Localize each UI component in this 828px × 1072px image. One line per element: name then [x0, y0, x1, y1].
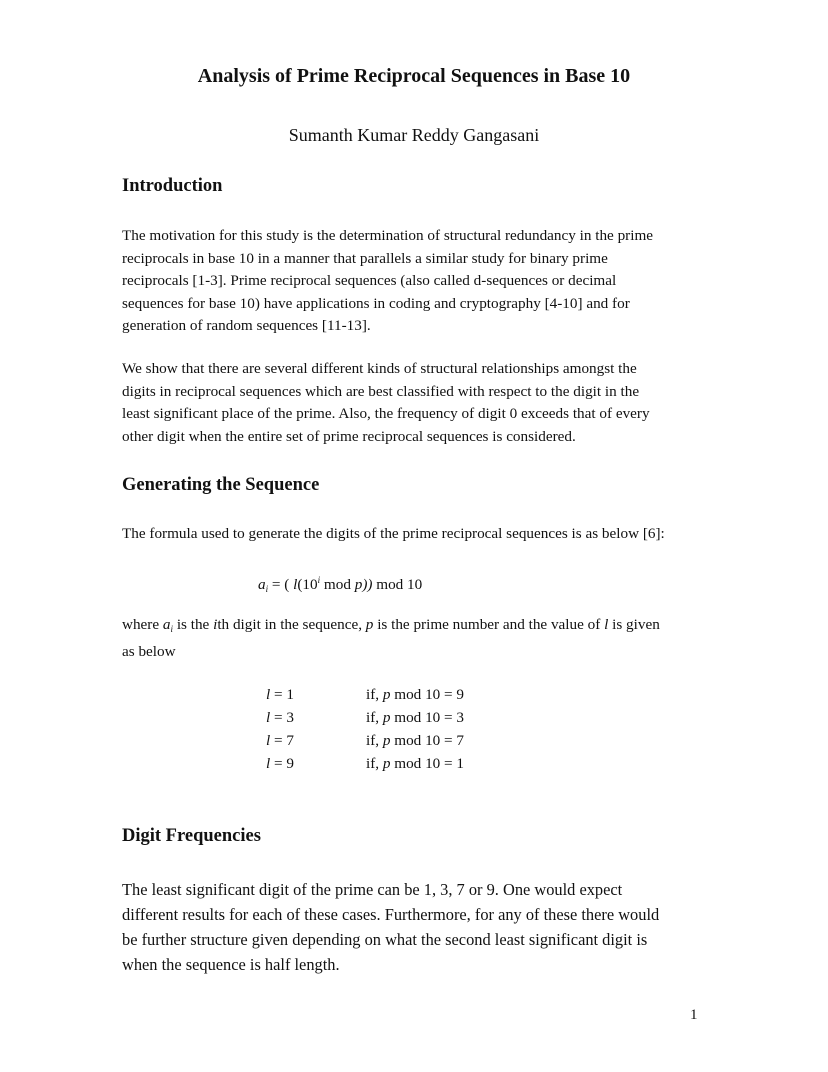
case-condition [366, 729, 464, 752]
case-l-value [266, 683, 294, 706]
var-p: p [382, 709, 391, 726]
introduction-paragraph-1 [122, 225, 712, 338]
condition-text: mod 10 = 1 [390, 755, 465, 772]
condition-text: mod 10 = 3 [390, 709, 465, 726]
text-span: th digit in the sequence, [217, 616, 366, 633]
page-number: 1 [690, 1007, 698, 1023]
case-condition [366, 752, 464, 775]
digit-frequencies-paragraph [122, 877, 722, 977]
section-heading-introduction: Introduction [122, 176, 223, 196]
author-name: Sumanth Kumar Reddy Gangasani [288, 125, 540, 145]
if-label: if, [366, 732, 383, 749]
formula-exp: i [317, 575, 321, 585]
text-span: where [122, 616, 163, 633]
formula-var-p: p [354, 576, 363, 593]
text-line: We show that there are several different kinds of structural relationships amongst the [122, 360, 637, 377]
text-line: The formula used to generate the digits of the prime reciprocal sequences is as below [6]: [122, 525, 665, 542]
text-line: sequences for base 10) have applications in coding and cryptography [4-10] and for [122, 294, 630, 312]
var-sub-i: i [170, 624, 174, 634]
case-l-value [266, 752, 294, 775]
where-paragraph [122, 614, 660, 663]
text-line: reciprocals [1-3]. Prime reciprocal sequences (also called d-sequences or decimal [122, 272, 617, 289]
l-value: = 9 [270, 755, 294, 772]
text-line: least significant place of the prime. Also, the frequency of digit 0 exceeds that of every [122, 405, 650, 422]
paper-title: Analysis of Prime Reciprocal Sequences in Base 10 [197, 65, 631, 87]
formula-var-l: l [293, 576, 298, 593]
l-value: = 1 [270, 686, 294, 703]
text-line: digits in reciprocal sequences which are best classified with respect to the digit in the [122, 382, 640, 400]
text-line: reciprocals in base 10 in a manner that parallels a similar study for binary prime [122, 249, 608, 267]
text-line: The least significant digit of the prime can be 1, 3, 7 or 9. One would expect [122, 880, 623, 899]
condition-text: mod 10 = 9 [390, 686, 465, 703]
case-row [266, 706, 566, 729]
formula-mod: mod [320, 576, 355, 593]
formula-var-a: a [258, 576, 266, 593]
formula-open: (10 [297, 576, 318, 593]
case-row [266, 752, 566, 775]
if-label: if, [366, 686, 383, 703]
case-row [266, 729, 566, 752]
text-span: is the prime number and the value of [373, 616, 605, 633]
condition-text: mod 10 = 7 [390, 732, 465, 749]
text-line: when the sequence is half length. [122, 955, 340, 974]
var-l: l [266, 732, 271, 749]
section-heading-generating: Generating the Sequence [122, 475, 320, 495]
text-line: other digit when the entire set of prime reciprocal sequences is considered. [122, 427, 576, 445]
text-line: as below [122, 642, 176, 660]
text-line: be further structure given depending on what the second least significant digit is [122, 930, 648, 949]
var-p: p [365, 616, 374, 633]
var-l: l [266, 755, 271, 772]
var-a: a [162, 616, 171, 633]
case-condition [366, 706, 464, 729]
formula-eq: = ( [268, 576, 294, 593]
var-p: p [382, 732, 391, 749]
var-p: p [382, 755, 391, 772]
if-label: if, [366, 709, 383, 726]
var-l: l [266, 709, 271, 726]
l-value-cases [266, 683, 566, 775]
case-l-value [266, 729, 294, 752]
if-label: if, [366, 755, 383, 772]
section-heading-digit-frequencies: Digit Frequencies [122, 826, 261, 846]
formula-tail: mod 10 [372, 576, 423, 593]
l-value: = 7 [270, 732, 294, 749]
var-p: p [382, 686, 391, 703]
text-line: generation of random sequences [11-13]. [122, 317, 371, 334]
case-row [266, 683, 566, 706]
case-l-value [266, 706, 294, 729]
formula-sub-i: i [265, 584, 269, 594]
l-value: = 3 [270, 709, 294, 726]
var-l: l [604, 616, 609, 633]
text-span: is the [173, 616, 214, 633]
generating-intro [122, 523, 712, 546]
text-span: is given [608, 616, 660, 633]
formula-close: )) [362, 576, 373, 593]
text-line: different results for each of these cases. Furthermore, for any of these there would [122, 905, 660, 924]
case-condition [366, 683, 464, 706]
var-l: l [266, 686, 271, 703]
var-i: i [213, 616, 218, 633]
text-line: The motivation for this study is the determination of structural redundancy in the prime [122, 227, 654, 244]
introduction-paragraph-2 [122, 358, 712, 448]
sequence-formula [258, 570, 422, 599]
text-line [122, 614, 660, 641]
